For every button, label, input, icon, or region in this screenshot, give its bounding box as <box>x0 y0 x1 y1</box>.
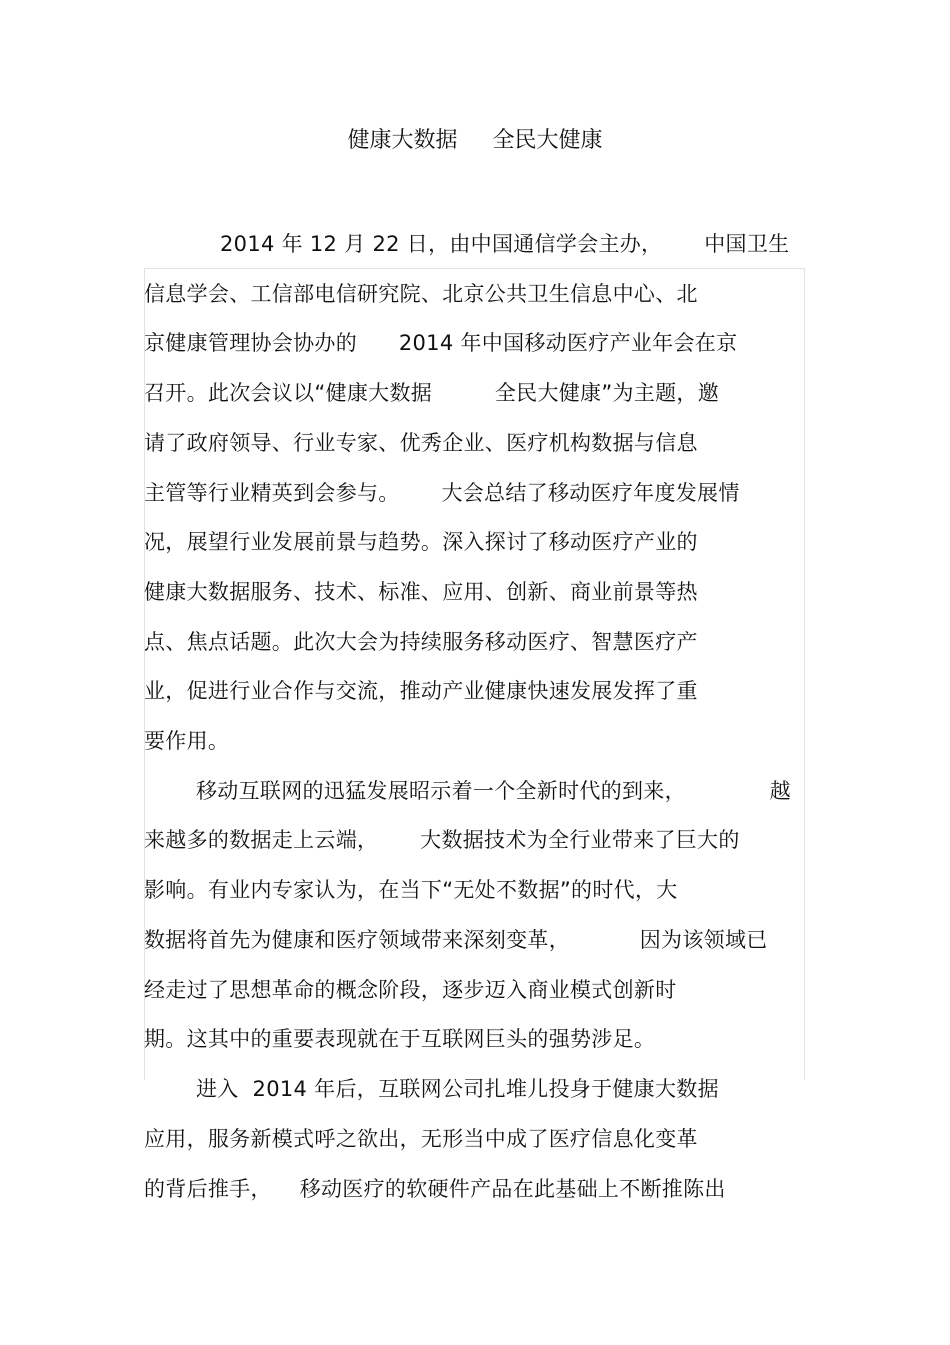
paragraph-line: 数据将首先为健康和医疗领域带来深刻变革， 因为该领域已 <box>144 928 768 952</box>
paragraph-line: 应用，服务新模式呼之欲出，无形当中成了医疗信息化变革 <box>144 1127 698 1151</box>
paragraph-line: 的背后推手， 移动医疗的软硬件产品在此基础上不断推陈出 <box>144 1177 726 1201</box>
paragraph-line: 影响。有业内专家认为，在当下“无处不数据”的时代，大 <box>144 878 678 902</box>
paragraph-line: 来越多的数据走上云端， 大数据技术为全行业带来了巨大的 <box>144 828 740 852</box>
paragraph-line: 经走过了思想革命的概念阶段，逐步迈入商业模式创新时 <box>144 978 677 1002</box>
paragraph-line: 况，展望行业发展前景与趋势。深入探讨了移动医疗产业的 <box>144 530 698 554</box>
paragraph-line: 京健康管理协会协办的 2014 年中国移动医疗产业年会在京 <box>144 331 738 355</box>
paragraph-line: 主管等行业精英到会参与。 大会总结了移动医疗年度发展情 <box>144 481 740 505</box>
paragraph-line: 业，促进行业合作与交流，推动产业健康快速发展发挥了重 <box>144 679 698 703</box>
paragraph-line: 2014 年 12 月 22 日，由中国通信学会主办， 中国卫生 <box>220 232 790 256</box>
paragraph-line: 移动互联网的迅猛发展昭示着一个全新时代的到来， 越 <box>196 779 791 803</box>
paragraph-line: 要作用。 <box>144 729 230 753</box>
paragraph-line: 健康大数据服务、技术、标准、应用、创新、商业前景等热 <box>144 580 698 604</box>
paragraph-line: 期。这其中的重要表现就在于互联网巨头的强势涉足。 <box>144 1027 656 1051</box>
paragraph-line: 召开。此次会议以“健康大数据 全民大健康”为主题，邀 <box>144 381 720 405</box>
paragraph-line: 点、焦点话题。此次大会为持续服务移动医疗、智慧医疗产 <box>144 630 698 654</box>
frame-right-line <box>804 268 805 1080</box>
document-title: 健康大数据 全民大健康 <box>347 128 603 153</box>
paragraph-line: 进入 2014 年后，互联网公司扎堆儿投身于健康大数据 <box>196 1077 719 1101</box>
paragraph-line: 请了政府领导、行业专家、优秀企业、医疗机构数据与信息 <box>144 431 698 455</box>
paragraph-line: 信息学会、工信部电信研究院、北京公共卫生信息中心、北 <box>144 282 698 306</box>
frame-top-line <box>144 268 805 269</box>
